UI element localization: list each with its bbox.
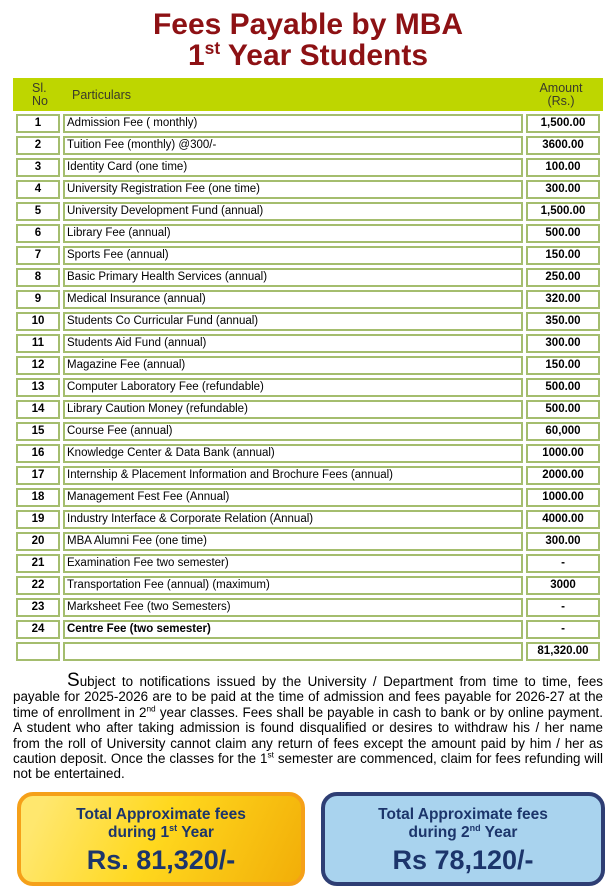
row-particulars-cell: Students Co Curricular Fund (annual) (63, 312, 523, 331)
row-amount-cell: 3000 (526, 576, 600, 595)
row-amount-cell: - (526, 620, 600, 639)
table-row (16, 136, 600, 155)
row-number-cell: 5 (16, 202, 60, 221)
fee-table (13, 78, 603, 664)
table-row (16, 312, 600, 331)
row-amount-cell: 2000.00 (526, 466, 600, 485)
row-amount-cell: 3600.00 (526, 136, 600, 155)
table-row (16, 400, 600, 419)
row-number-cell: 17 (16, 466, 60, 485)
row-amount-cell: 60,000 (526, 422, 600, 441)
row-particulars-cell: Management Fest Fee (Annual) (63, 488, 523, 507)
row-particulars-cell: Medical Insurance (annual) (63, 290, 523, 309)
notice-paragraph (13, 670, 603, 782)
row-particulars-cell: Examination Fee two semester) (63, 554, 523, 573)
row-number-cell: 13 (16, 378, 60, 397)
summary-box-year2-line2: during 2nd Year (408, 822, 518, 841)
row-amount-cell: 81,320.00 (526, 642, 600, 661)
fee-table-header (13, 78, 603, 111)
notice-text: ubject to notifications issued by the University / Department from time to time, fees payable for 2025-2026 are to be paid at the time of admission and fees payable for 2026-27 at the time of enrollment in 2nd year classes. Fees shall be payable in cash to bank or by online payment. A student who after taking admission is found disqualified or desires to withdraw his / her name from the roll of University cannot claim any return of fees except the amount paid by him / her as caution deposit. Once the classes for the 1st semester are commenced, claim for fees refunding will not be entertained. (13, 674, 603, 782)
row-number-cell: 24 (16, 620, 60, 639)
summary-box-year2 (321, 792, 605, 886)
row-number-cell: 4 (16, 180, 60, 199)
table-row (16, 576, 600, 595)
row-amount-cell: 250.00 (526, 268, 600, 287)
summary-box-year1-amount: Rs. 81,320/- (86, 844, 236, 875)
row-particulars-cell: Magazine Fee (annual) (63, 356, 523, 375)
table-row (16, 598, 600, 617)
row-particulars-cell: Internship & Placement Information and Brochure Fees (annual) (63, 466, 523, 485)
row-number-cell: 19 (16, 510, 60, 529)
row-particulars-cell: Industry Interface & Corporate Relation (Annual) (63, 510, 523, 529)
table-row (16, 378, 600, 397)
table-row (16, 202, 600, 221)
table-row (16, 180, 600, 199)
table-row (16, 158, 600, 177)
row-amount-cell: 300.00 (526, 532, 600, 551)
row-amount-cell: 1,500.00 (526, 202, 600, 221)
row-particulars-cell: Students Aid Fund (annual) (63, 334, 523, 353)
header-col-slno: Sl. No (32, 80, 48, 108)
table-row (16, 422, 600, 441)
table-row (16, 488, 600, 507)
row-particulars-cell: Marksheet Fee (two Semesters) (63, 598, 523, 617)
page-title-line1: Fees Payable by MBA (152, 8, 464, 41)
row-number-cell: 15 (16, 422, 60, 441)
row-particulars-cell: Basic Primary Health Services (annual) (63, 268, 523, 287)
title-superscript: st (204, 38, 221, 58)
row-particulars-cell: Library Caution Money (refundable) (63, 400, 523, 419)
header-col-amount: Amount (Rs.) (539, 80, 583, 108)
row-amount-cell: 1000.00 (526, 444, 600, 463)
row-particulars-cell (63, 642, 523, 661)
row-number-cell: 18 (16, 488, 60, 507)
row-amount-cell: 320.00 (526, 290, 600, 309)
summary-box-year1 (17, 792, 305, 886)
row-number-cell: 23 (16, 598, 60, 617)
row-particulars-cell: Knowledge Center & Data Bank (annual) (63, 444, 523, 463)
row-amount-cell: 100.00 (526, 158, 600, 177)
summary-box-year1-line1: Total Approximate fees (76, 805, 246, 823)
table-row (16, 268, 600, 287)
row-particulars-cell: University Development Fund (annual) (63, 202, 523, 221)
row-amount-cell: 300.00 (526, 180, 600, 199)
row-amount-cell: 1000.00 (526, 488, 600, 507)
row-particulars-cell: Centre Fee (two semester) (63, 620, 523, 639)
row-particulars-cell: Tuition Fee (monthly) @300/- (63, 136, 523, 155)
page-title (0, 9, 616, 71)
row-amount-cell: 4000.00 (526, 510, 600, 529)
table-row (16, 532, 600, 551)
table-row (16, 444, 600, 463)
table-row (16, 114, 600, 133)
fee-table-grid (13, 111, 603, 664)
row-particulars-cell: Course Fee (annual) (63, 422, 523, 441)
row-number-cell: 22 (16, 576, 60, 595)
summary-boxes (17, 792, 605, 886)
table-row (16, 224, 600, 243)
header-col-particulars: Particulars (72, 87, 132, 102)
row-particulars-cell: University Registration Fee (one time) (63, 180, 523, 199)
table-row (16, 334, 600, 353)
row-amount-cell: 500.00 (526, 378, 600, 397)
row-number-cell: 11 (16, 334, 60, 353)
row-number-cell (16, 642, 60, 661)
row-amount-cell: - (526, 554, 600, 573)
row-amount-cell: 350.00 (526, 312, 600, 331)
summary-box-year2-amount: Rs 78,120/- (392, 844, 534, 875)
table-row (16, 642, 600, 661)
row-number-cell: 3 (16, 158, 60, 177)
row-particulars-cell: Identity Card (one time) (63, 158, 523, 177)
row-particulars-cell: Library Fee (annual) (63, 224, 523, 243)
row-amount-cell: 300.00 (526, 334, 600, 353)
table-row (16, 356, 600, 375)
row-number-cell: 10 (16, 312, 60, 331)
table-row (16, 246, 600, 265)
row-number-cell: 2 (16, 136, 60, 155)
row-particulars-cell: MBA Alumni Fee (one time) (63, 532, 523, 551)
row-amount-cell: 500.00 (526, 400, 600, 419)
row-number-cell: 21 (16, 554, 60, 573)
row-particulars-cell: Transportation Fee (annual) (maximum) (63, 576, 523, 595)
row-particulars-cell: Admission Fee ( monthly) (63, 114, 523, 133)
table-row (16, 554, 600, 573)
fee-table-body (16, 114, 600, 661)
summary-box-year1-line2: during 1st Year (108, 822, 214, 841)
notice-drop-cap: S (67, 670, 80, 691)
row-number-cell: 7 (16, 246, 60, 265)
row-amount-cell: 500.00 (526, 224, 600, 243)
row-amount-cell: - (526, 598, 600, 617)
table-row (16, 620, 600, 639)
row-amount-cell: 150.00 (526, 246, 600, 265)
summary-box-year2-line1: Total Approximate fees (378, 805, 548, 823)
row-number-cell: 16 (16, 444, 60, 463)
row-number-cell: 12 (16, 356, 60, 375)
row-number-cell: 6 (16, 224, 60, 243)
row-number-cell: 14 (16, 400, 60, 419)
row-number-cell: 1 (16, 114, 60, 133)
row-number-cell: 20 (16, 532, 60, 551)
row-number-cell: 8 (16, 268, 60, 287)
row-particulars-cell: Computer Laboratory Fee (refundable) (63, 378, 523, 397)
row-number-cell: 9 (16, 290, 60, 309)
page-title-line2: 1st Year Students (187, 38, 429, 72)
table-row (16, 466, 600, 485)
table-row (16, 510, 600, 529)
row-amount-cell: 1,500.00 (526, 114, 600, 133)
row-particulars-cell: Sports Fee (annual) (63, 246, 523, 265)
row-amount-cell: 150.00 (526, 356, 600, 375)
table-row (16, 290, 600, 309)
